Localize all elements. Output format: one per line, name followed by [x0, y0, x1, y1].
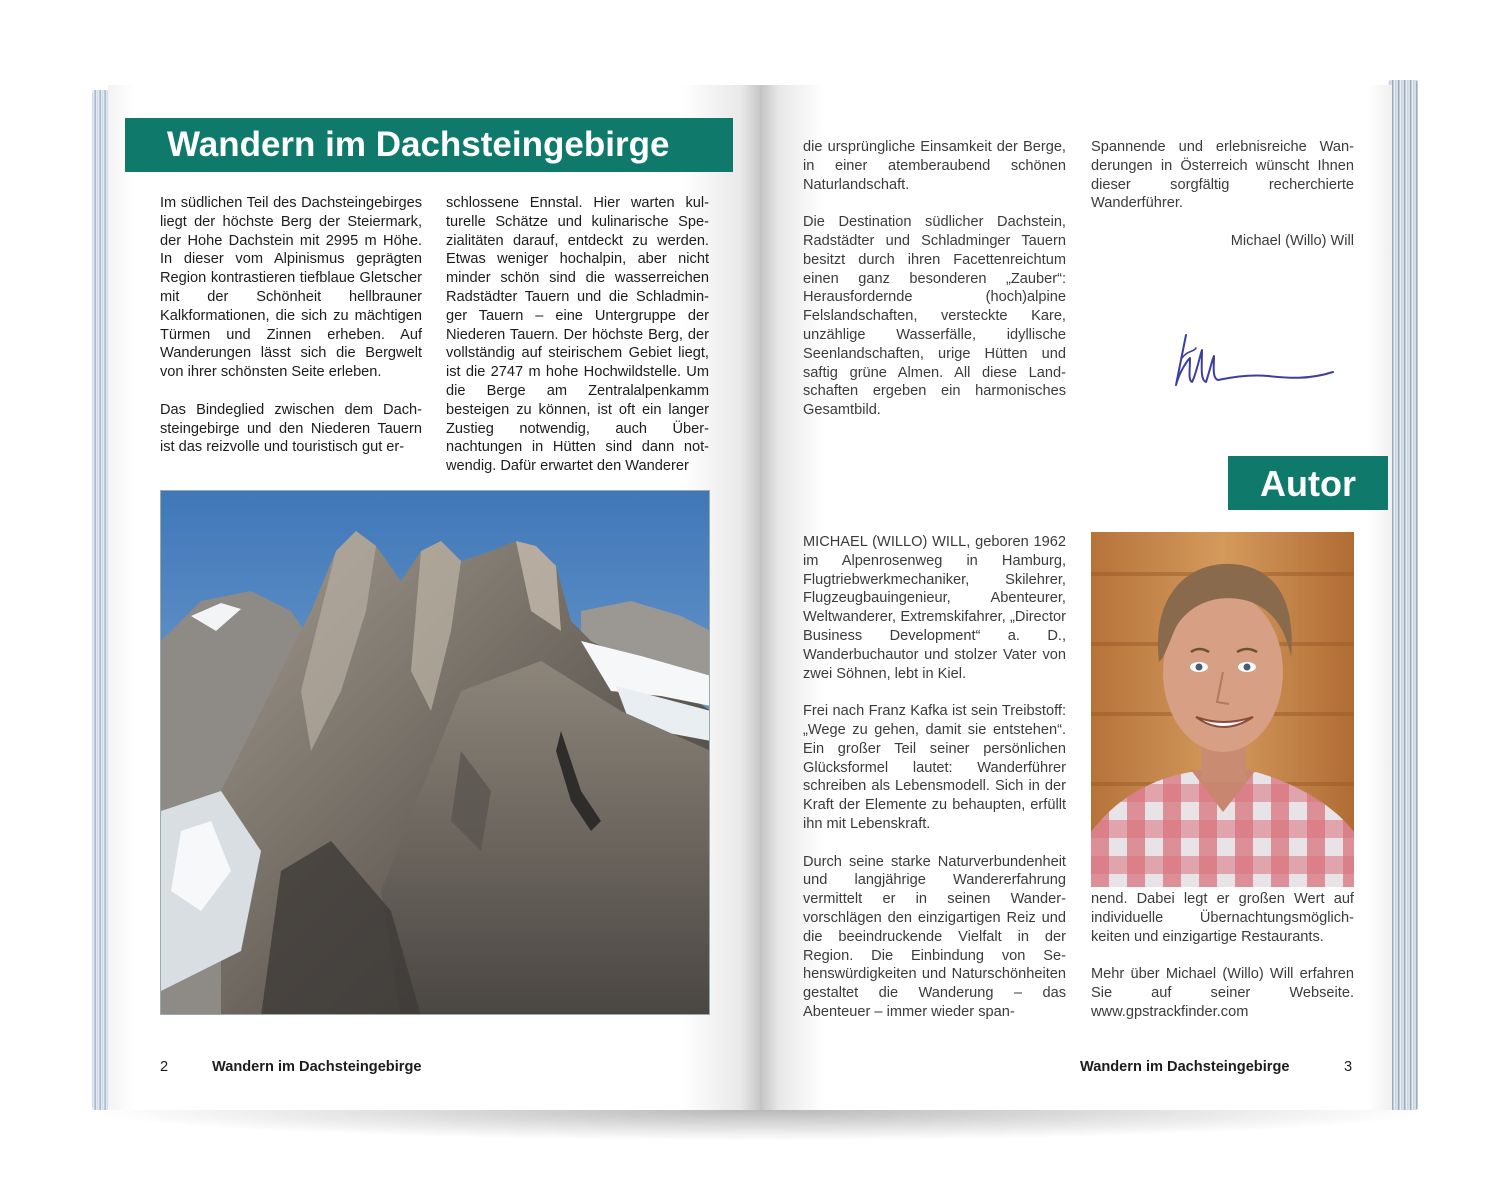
author-portrait-illustration — [1091, 532, 1354, 887]
paragraph: schlossene Ennstal. Hier warten kulturelle Schätze und kulinarische Spezialitäten darauf, entdeckt zu werden. Etwas weniger hochalpin, aber nicht minder schön sind die wasserreichen Radstädter Tauern und die Schladminger Tauern – eine Untergruppe der Niederen Tauern. Der höchste Berg, der vollständig auf steirischem Gebiet liegt, ist die 2747 m hohe Hochwildstelle. Um die Berge am Zentralalpenkamm besteigen zu können, ist oft ein langer Zustieg notwendig, auch Übernachtungen in Hütten sind dann notwendig. Dafür erwartet den Wanderer — [446, 195, 709, 475]
signature — [1168, 330, 1338, 400]
paragraph: MICHAEL (WILLO) WILL, geboren 1962 im Alpenrosenweg in Hamburg, Flugtriebwerkmechaniker, Skilehrer, Flugzeugbauingenieur, Abenteurer, Weltwanderer, Extremskifahrer, „Director Business Development“ a. D., Wanderbuchautor und stolzer Vater von zwei Söhnen, lebt in Kiel. — [803, 534, 1066, 682]
page-title-banner: Wandern im Dachsteingebirge — [125, 118, 733, 172]
book-edge-right — [1388, 80, 1418, 1110]
author-sign-name: Michael (Willo) Will — [1230, 233, 1354, 249]
paragraph: die ursprüngliche Einsamkeit der Berge, in einer atemberaubend schönen Naturlandschaft. — [803, 139, 1066, 193]
paragraph: Spannende und erlebnisreiche Wanderungen in Österreich wünscht Ihnen dieser sorgfältig recherchierte Wanderführer. — [1091, 139, 1354, 212]
author-heading: Autor — [1228, 456, 1388, 510]
paragraph: Durch seine starke Naturverbundenheit und langjährige Wandererfahrung vermittelt er in seinen Wandervorschlägen den einzigartigen Reiz und die beeindruckende Vielfalt in der Region. Die Einbindung von Sehenswürdigkeiten und Naturschönheiten gestaltet die Wanderung – das Abenteuer – immer wieder span- — [803, 853, 1066, 1020]
right-column-1-bottom — [803, 533, 1066, 1022]
left-column-1 — [160, 194, 422, 457]
right-column-2-bottom — [1091, 890, 1354, 1022]
author-portrait — [1091, 532, 1354, 887]
mountain-photo-illustration — [161, 491, 710, 1015]
footer-title-right: Wandern im Dachsteingebirge — [1080, 1059, 1290, 1075]
page-number-left: 2 — [160, 1059, 169, 1075]
paragraph: Die Destination südlicher Dachstein, Radstädter und Schladminger Tauern besitzt durch ihren Facettenreichtum einen ganz besonderen „Zauber“: Herausfordernde (hoch)alpine Felslandschaften, versteckte Kare, unzählige Wasserfälle, idyllische Seenlandschaften, urige Hütten und saftig grüne Almen. All diese Landschaften ergeben ein harmonisches Gesamtbild. — [803, 214, 1066, 419]
paragraph: Im südlichen Teil des Dachsteingebirges liegt der höchste Berg der Steiermark, der Hohe Dachstein mit 2995 m Höhe. In dieser vom Alpinismus geprägten Region kontrastieren tiefblaue Gletscher mit der Schönheit hellbrauner Kalkformationen, die sich zu mächtigen Türmen und Zinnen erheben. Auf Wanderungen lässt sich die Bergwelt von ihrer schönsten Seite erleben. — [160, 195, 422, 381]
paragraph: Mehr über Michael (Willo) Will erfahren Sie auf seiner Webseite. www.gpstrackfinder.com — [1091, 966, 1354, 1020]
footer-title-left: Wandern im Dachsteingebirge — [212, 1059, 422, 1075]
right-column-1-top — [803, 138, 1066, 420]
paragraph: nend. Dabei legt er großen Wert auf individuelle Übernachtungsmöglichkeiten und einzigartige Restaurants. — [1091, 891, 1354, 945]
right-column-2-top — [1091, 138, 1354, 213]
paragraph: Das Bindeglied zwischen dem Dachsteingebirge und den Niederen Tauern ist das reizvolle und touristisch gut er- — [160, 401, 422, 456]
paragraph: Frei nach Franz Kafka ist sein Treibstoff: „Wege zu gehen, damit sie entstehen“. Ein großer Teil seiner persönlichen Glücksformel lautet: Wanderführer schreiben als Lebensmodell. Sich in der Kraft der Elemente zu behaupten, erfüllt ihn mit Lebenskraft. — [803, 703, 1066, 832]
page-number-right: 3 — [1344, 1059, 1353, 1075]
left-column-2 — [446, 194, 709, 476]
signature-scribble — [1168, 330, 1338, 400]
mountain-photo — [160, 490, 710, 1015]
